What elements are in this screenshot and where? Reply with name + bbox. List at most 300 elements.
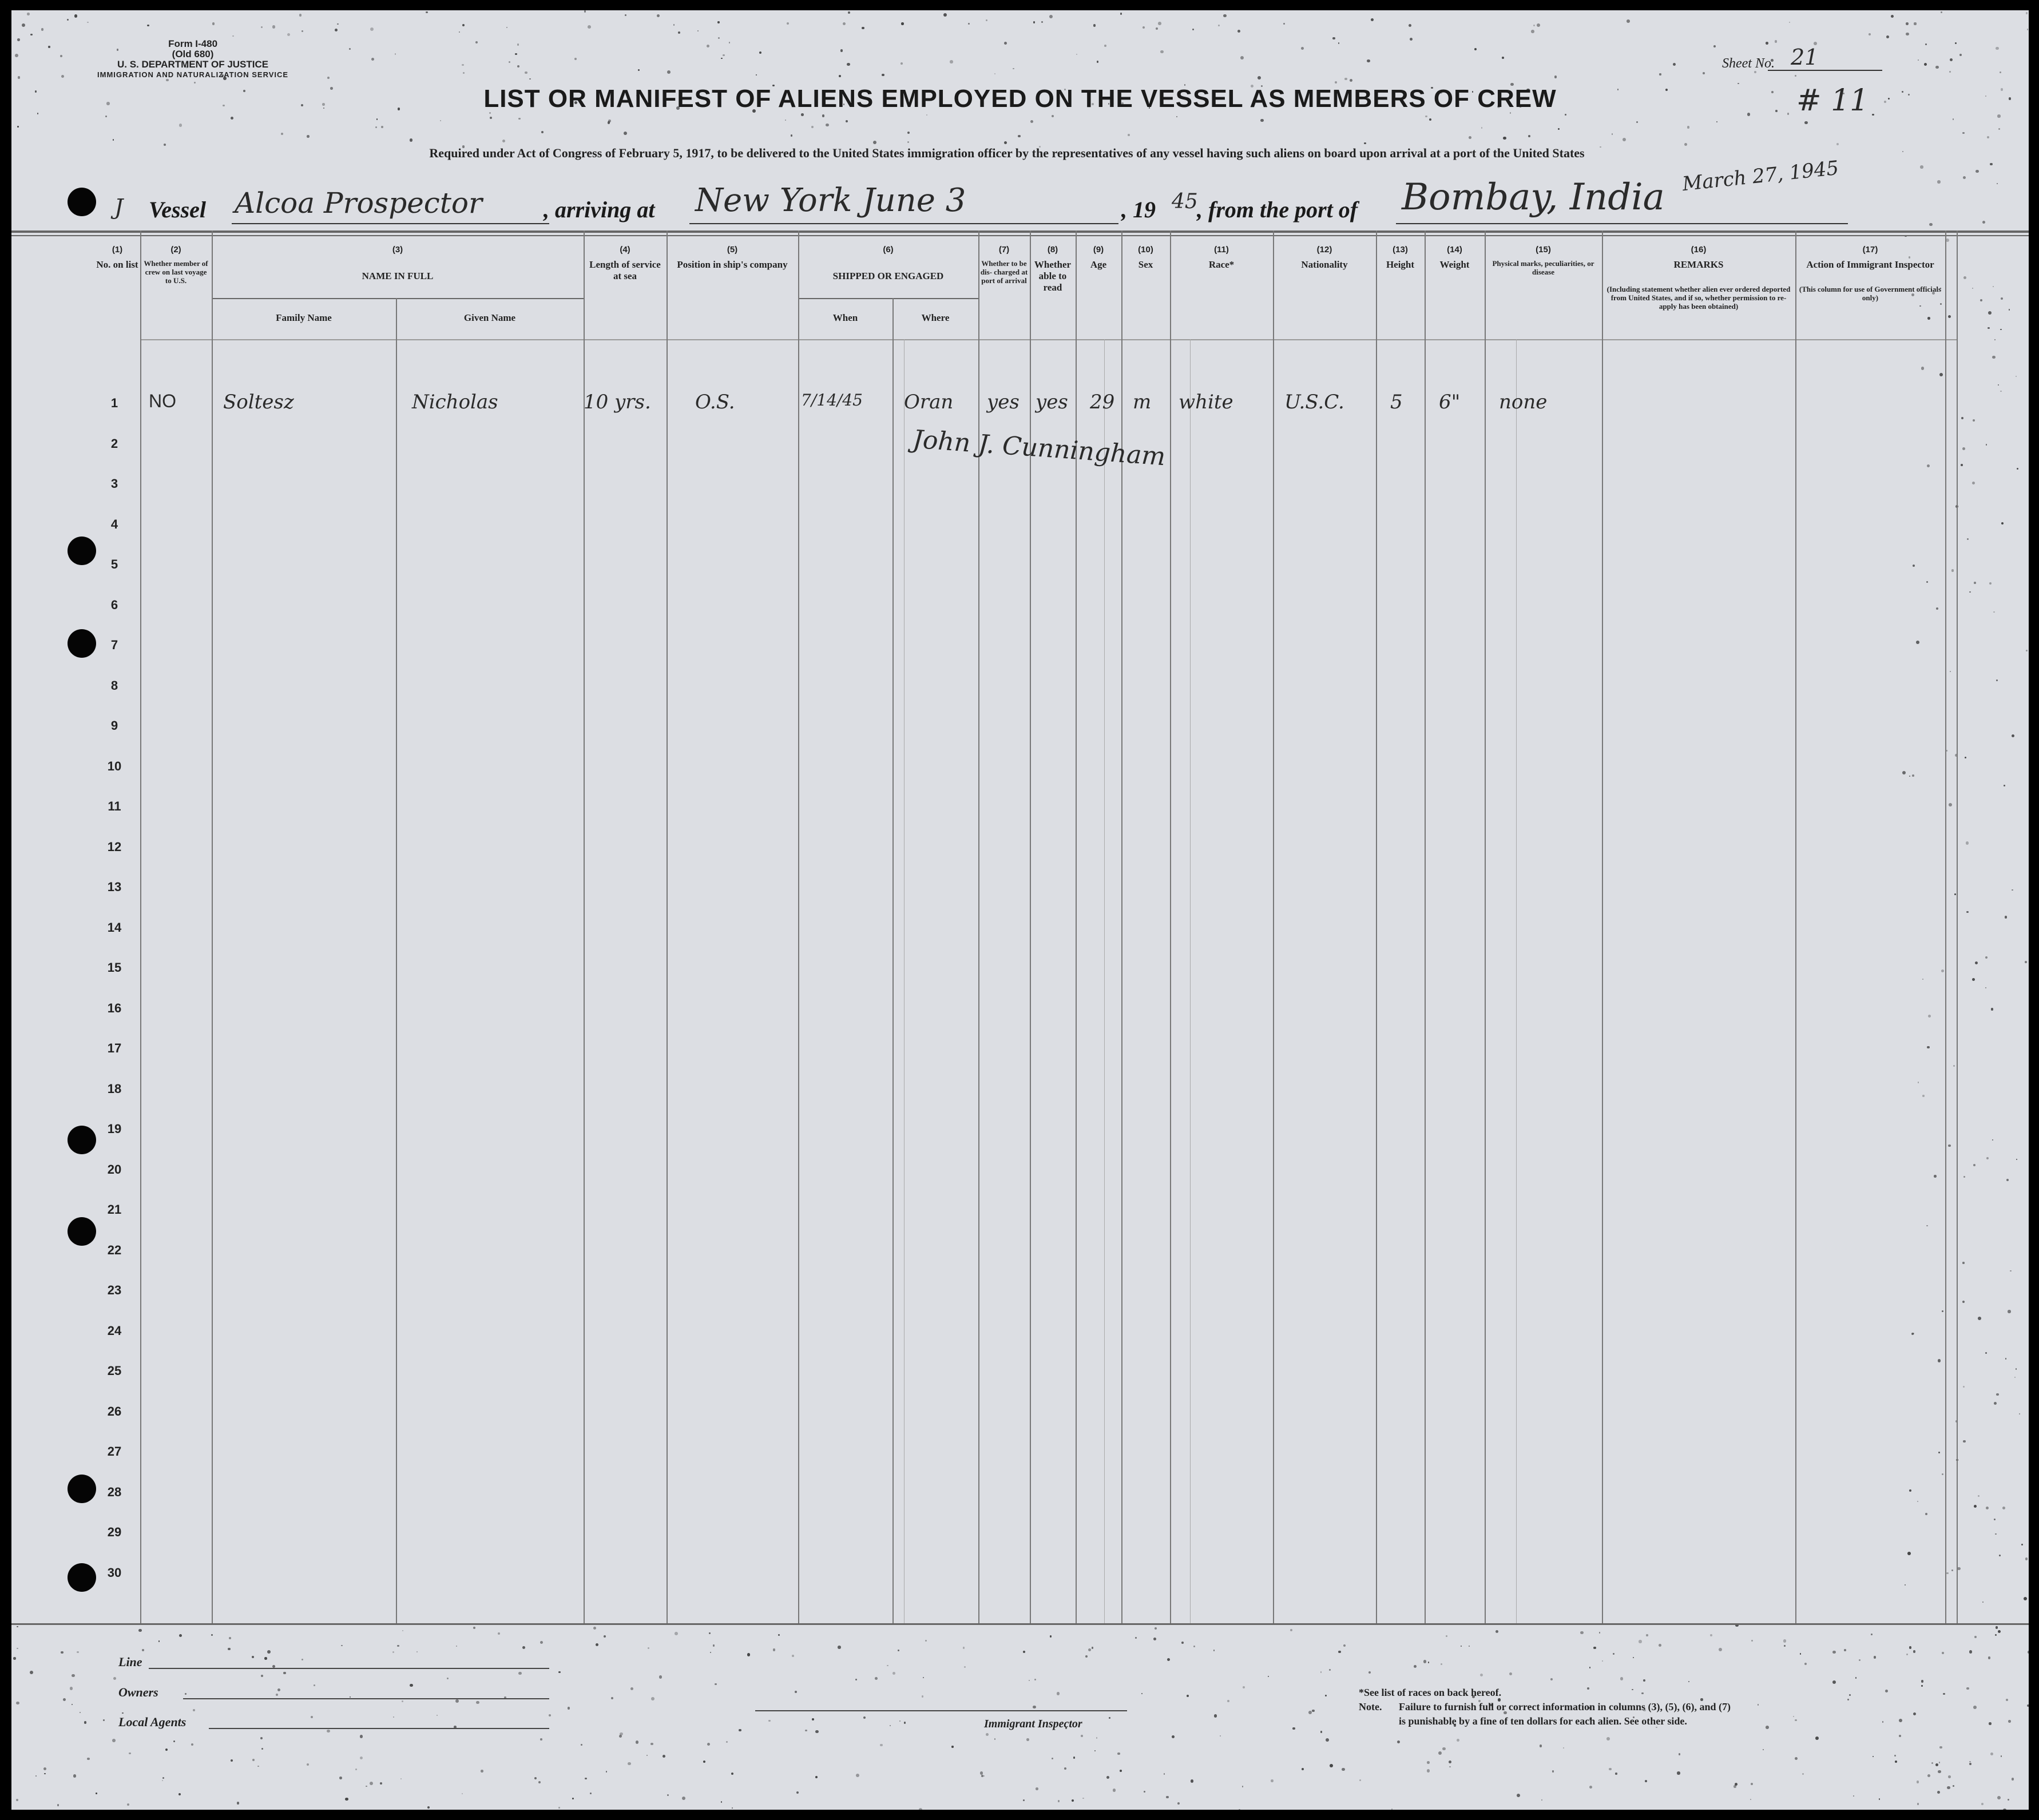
speckle	[1330, 1764, 1333, 1767]
speckle	[1995, 1634, 1997, 1636]
sheet-number-line	[1768, 70, 1882, 71]
speckle	[191, 1743, 193, 1746]
speckle	[1461, 1646, 1462, 1647]
speckle	[1948, 315, 1951, 318]
column-number: (11)	[1214, 245, 1229, 255]
speckle	[1164, 1773, 1165, 1775]
column-number: (4)	[620, 245, 630, 255]
speckle	[729, 42, 730, 43]
speckle	[726, 1741, 728, 1743]
speckle	[1737, 83, 1739, 85]
speckle	[311, 1716, 313, 1718]
speckle	[1191, 1779, 1193, 1782]
speckle	[17, 126, 19, 128]
speckle	[16, 1702, 19, 1705]
speckle	[923, 1677, 924, 1678]
row-number: 29	[107, 1525, 122, 1539]
speckle	[1927, 317, 1930, 320]
speckle	[2001, 1755, 2002, 1757]
speckle	[1939, 1746, 1942, 1749]
speckle	[1329, 1669, 1331, 1671]
footer-agents-field	[209, 1728, 549, 1729]
speckle	[1963, 1386, 1965, 1388]
speckle	[35, 1775, 37, 1777]
speckle	[983, 1775, 985, 1777]
speckle	[371, 58, 374, 61]
speckle	[1988, 327, 1989, 329]
speckle	[1916, 641, 1919, 644]
speckle	[1013, 68, 1014, 69]
row-cell-able-to-read: yes	[1036, 391, 1068, 414]
speckle	[276, 1694, 278, 1696]
table-top-border	[11, 231, 2029, 233]
speckle	[1758, 1704, 1759, 1706]
row-number: 20	[107, 1162, 122, 1177]
speckle	[1973, 1164, 1975, 1166]
column-subdivider	[1104, 339, 1105, 1623]
speckle	[1537, 23, 1540, 27]
arriving-line	[689, 223, 1118, 224]
speckle	[919, 1808, 922, 1810]
speckle	[1085, 1655, 1088, 1658]
speckle	[1986, 1157, 1989, 1159]
speckle	[1531, 30, 1534, 33]
speckle	[73, 1774, 77, 1778]
speckle	[1902, 151, 1903, 152]
speckle	[1783, 1639, 1786, 1642]
footer-owners-label: Owners	[118, 1685, 158, 1699]
speckle	[74, 14, 77, 17]
row-number: 30	[107, 1565, 122, 1580]
speckle	[667, 1794, 669, 1796]
speckle	[1627, 19, 1630, 23]
speckle	[2026, 650, 2028, 651]
speckle	[2025, 1557, 2028, 1560]
row-number: 28	[107, 1484, 122, 1499]
column-header: NAME IN FULL	[362, 271, 434, 281]
column-number: (16)	[1691, 245, 1707, 255]
speckle	[1795, 1719, 1797, 1722]
speckle	[846, 120, 848, 122]
speckle	[968, 23, 970, 25]
speckle	[596, 1643, 598, 1646]
speckle	[1528, 135, 1530, 137]
column-subheader: When	[832, 312, 858, 323]
speckle	[366, 1786, 367, 1787]
speckle	[44, 1773, 46, 1775]
speckle	[1589, 1786, 1592, 1789]
speckle	[951, 1746, 953, 1747]
column-subheader: Family Name	[276, 312, 332, 323]
speckle	[1326, 1738, 1329, 1742]
speckle	[463, 72, 465, 74]
speckle	[1502, 57, 1504, 59]
speckle	[113, 1677, 116, 1680]
speckle	[1962, 1301, 1965, 1303]
speckle	[2012, 889, 2013, 891]
column-number: (1)	[112, 245, 123, 255]
speckle	[426, 11, 427, 13]
speckle	[538, 1781, 541, 1783]
speckle	[1004, 42, 1007, 45]
speckle	[1953, 1785, 1954, 1786]
speckle	[1804, 121, 1807, 124]
speckle	[540, 1641, 543, 1644]
speckle	[593, 1627, 596, 1630]
speckle	[1633, 1657, 1634, 1658]
speckle	[261, 1675, 263, 1677]
speckle	[232, 35, 233, 37]
speckle	[1177, 1802, 1180, 1805]
punch-hole	[68, 1475, 96, 1503]
speckle	[1766, 42, 1768, 45]
punch-hole	[68, 1126, 96, 1154]
speckle	[1117, 1753, 1120, 1755]
form-identification	[97, 39, 288, 80]
speckle	[1978, 1495, 1980, 1497]
speckle	[1449, 1766, 1450, 1767]
column-header: Nationality	[1301, 259, 1348, 270]
speckle	[1935, 1763, 1938, 1766]
speckle	[15, 54, 18, 57]
speckle	[105, 116, 107, 117]
speckle	[1939, 373, 1943, 376]
speckle	[327, 1730, 330, 1733]
speckle	[1994, 1402, 1997, 1405]
speckle	[506, 27, 507, 28]
row-number: 7	[110, 638, 118, 652]
speckle	[1414, 1665, 1417, 1668]
speckle	[558, 1807, 560, 1809]
speckle	[1076, 54, 1078, 55]
speckle	[1988, 1656, 1990, 1659]
footer-owners-field	[183, 1698, 549, 1699]
speckle	[231, 117, 233, 120]
inspector-signature-line	[755, 1710, 1127, 1711]
note-label: Note.	[1359, 1701, 1382, 1712]
speckle	[1895, 1761, 1897, 1763]
speckle	[1963, 276, 1966, 279]
speckle	[1784, 1645, 1786, 1647]
speckle	[525, 71, 527, 74]
speckle	[1906, 33, 1909, 35]
column-header: Sex	[1138, 259, 1153, 270]
row-cell-shipped-where: Oran	[904, 391, 954, 414]
speckle	[1643, 1679, 1645, 1682]
speckle	[1948, 1775, 1951, 1778]
column-divider	[1602, 231, 1603, 1623]
speckle	[1961, 464, 1963, 466]
document-title: LIST OR MANIFEST OF ALIENS EMPLOYED ON THE VESSEL AS MEMBERS OF CREW	[483, 85, 1557, 113]
signature-overlay: John J. Cunningham	[911, 424, 1167, 472]
speckle	[1800, 1653, 1802, 1655]
speckle	[1187, 1695, 1189, 1697]
column-number: (12)	[1316, 245, 1332, 255]
speckle	[1391, 1809, 1393, 1810]
punch-hole	[68, 1563, 96, 1592]
column-divider	[1485, 231, 1486, 1623]
speckle	[2021, 1544, 2023, 1545]
row-number: 5	[110, 557, 118, 571]
speckle	[1446, 1635, 1447, 1637]
speckle	[1612, 133, 1613, 135]
speckle	[1094, 1750, 1096, 1751]
speckle	[2014, 1377, 2016, 1378]
speckle	[1966, 1687, 1969, 1690]
speckle	[1302, 1768, 1304, 1770]
speckle	[1153, 1638, 1156, 1640]
speckle	[147, 25, 149, 27]
note-text-2: is punishable by a fine of ten dollars for each alien. See other side.	[1399, 1715, 1687, 1727]
speckle	[792, 1655, 794, 1657]
speckle	[307, 1763, 309, 1766]
speckle	[1428, 1662, 1430, 1663]
speckle	[926, 114, 927, 116]
speckle	[2019, 1413, 2020, 1414]
speckle	[57, 1804, 59, 1806]
speckle	[887, 1665, 888, 1667]
speckle	[1996, 47, 1999, 50]
row-cell-weight: 6"	[1439, 391, 1461, 414]
column-header: Whether to be dis- charged at port of arrival	[980, 259, 1028, 285]
arriving-label: , arriving at	[544, 197, 655, 222]
speckle	[380, 1782, 382, 1785]
speckle	[1938, 1770, 1941, 1773]
speckle	[880, 1744, 882, 1746]
row-cell-discharged-at-arrival: yes	[987, 391, 1020, 414]
speckle	[1917, 1781, 1919, 1783]
speckle	[1613, 1653, 1614, 1655]
speckle	[768, 1720, 770, 1722]
speckle	[1961, 417, 1963, 419]
speckle	[395, 53, 396, 54]
row-number: 16	[107, 1000, 122, 1015]
row-number: 18	[107, 1081, 122, 1096]
vessel-name-line	[232, 223, 549, 224]
speckle	[1193, 1646, 1196, 1648]
speckle	[129, 1753, 130, 1754]
speckle	[1438, 1751, 1442, 1755]
speckle	[1993, 286, 1994, 288]
speckle	[1917, 1803, 1919, 1805]
column-number: (10)	[1138, 245, 1153, 255]
speckle	[1092, 1647, 1094, 1649]
row-cell-age: 29	[1090, 391, 1115, 414]
speckle	[490, 117, 493, 120]
column-divider	[1425, 231, 1426, 1623]
speckle	[1552, 1770, 1554, 1772]
speckle	[1795, 75, 1796, 77]
speckle	[1469, 136, 1471, 139]
speckle	[1257, 76, 1261, 80]
row-cell-given-name: Nicholas	[412, 391, 498, 414]
row-number: 1	[110, 396, 118, 410]
speckle	[796, 1791, 799, 1794]
speckle	[1966, 911, 1968, 913]
speckle	[1929, 223, 1932, 226]
speckle	[1913, 1333, 1914, 1334]
speckle	[1990, 1753, 1993, 1755]
speckle	[1832, 1651, 1835, 1654]
speckle	[1948, 1145, 1950, 1147]
footer-line-field	[149, 1668, 549, 1669]
speckle	[1029, 1680, 1030, 1681]
column-divider	[212, 231, 213, 1623]
speckle	[1997, 114, 2000, 117]
speckle	[1503, 137, 1506, 140]
speckle	[1972, 288, 1973, 289]
speckle	[1804, 1663, 1807, 1665]
speckle	[2001, 522, 2004, 524]
speckle	[252, 1759, 255, 1761]
speckle	[1602, 1660, 1603, 1662]
speckle	[581, 1744, 582, 1746]
row-number: 12	[107, 839, 122, 854]
sheet-number-label: Sheet No.	[1722, 56, 1775, 71]
speckle	[376, 118, 378, 120]
speckle	[80, 1712, 81, 1714]
speckle	[1953, 1065, 1955, 1067]
speckle	[1969, 1763, 1971, 1765]
speckle	[1167, 1658, 1170, 1661]
speckle	[1088, 1648, 1091, 1651]
speckle	[1213, 1650, 1215, 1651]
column-subdivider	[1516, 339, 1517, 1623]
speckle	[2000, 71, 2001, 73]
speckle	[875, 1677, 878, 1680]
speckle	[1620, 1677, 1624, 1680]
speckle	[2027, 1704, 2029, 1707]
column-divider	[1957, 231, 1958, 1623]
speckle	[785, 120, 787, 121]
column-number: (8)	[1047, 245, 1058, 255]
punch-hole	[68, 629, 96, 658]
speckle	[515, 53, 517, 55]
column-number: (15)	[1536, 245, 1551, 255]
speckle	[1589, 1667, 1591, 1668]
speckle	[1141, 1693, 1143, 1694]
speckle	[1673, 63, 1676, 66]
speckle	[1427, 1761, 1430, 1764]
speckle	[1940, 303, 1942, 305]
speckle	[1928, 1015, 1931, 1018]
speckle	[907, 132, 910, 134]
speckle	[675, 1632, 678, 1635]
speckle	[1750, 1799, 1751, 1800]
speckle	[1688, 1681, 1689, 1682]
speckle	[1894, 1755, 1896, 1757]
speckle	[1332, 37, 1335, 40]
speckle	[1981, 1803, 1984, 1805]
speckle	[416, 1651, 418, 1652]
speckle	[1931, 1762, 1933, 1764]
speckle	[1058, 1800, 1060, 1802]
speckle	[721, 58, 722, 59]
speckle	[1565, 114, 1566, 116]
speckle	[72, 1704, 73, 1705]
speckle	[1972, 978, 1975, 981]
speckle	[1240, 56, 1244, 59]
speckle	[1912, 774, 1914, 777]
column-header: Height	[1386, 259, 1415, 270]
speckle	[1325, 1695, 1327, 1696]
column-divider	[1795, 231, 1796, 1623]
speckle	[1057, 1692, 1060, 1695]
speckle	[410, 138, 413, 142]
row-number: 19	[107, 1122, 122, 1136]
speckle	[440, 120, 441, 121]
speckle	[1026, 1738, 1029, 1741]
speckle	[2012, 734, 2014, 737]
speckle	[1710, 1634, 1712, 1636]
vessel-name: Alcoa Prospector	[235, 186, 482, 220]
races-note: *See list of races on back hereof.	[1359, 1687, 1502, 1698]
speckle	[1963, 1176, 1965, 1178]
speckle	[986, 19, 987, 21]
speckle	[1227, 1700, 1229, 1702]
speckle	[1907, 1552, 1911, 1555]
speckle	[1982, 1602, 1984, 1603]
row-number: 26	[107, 1404, 122, 1418]
speckle	[1268, 1676, 1269, 1677]
speckle	[994, 1738, 995, 1739]
speckle	[1292, 1727, 1295, 1730]
speckle	[1050, 1635, 1052, 1637]
speckle	[840, 49, 843, 51]
speckle	[87, 1758, 90, 1761]
speckle	[1052, 115, 1054, 117]
speckle	[60, 55, 62, 57]
speckle	[1939, 1762, 1940, 1763]
speckle	[212, 22, 215, 25]
punch-hole	[68, 1217, 96, 1246]
speckle	[731, 1773, 733, 1775]
speckle	[925, 1640, 927, 1642]
speckle	[1906, 1654, 1908, 1655]
speckle	[264, 1657, 267, 1659]
speckle	[1540, 1745, 1542, 1747]
speckle	[1716, 121, 1717, 122]
speckle	[1909, 1489, 1911, 1492]
column-header: Weight	[1439, 259, 1470, 270]
speckle	[1423, 1660, 1427, 1663]
speckle	[393, 1716, 394, 1718]
speckle	[341, 1645, 343, 1647]
row-number: 27	[107, 1444, 122, 1459]
speckle	[193, 1709, 196, 1712]
note-text-1: Failure to furnish full or correct information in columns (3), (5), (6), and (7)	[1399, 1701, 1731, 1712]
speckle	[1965, 757, 1966, 758]
speckle	[360, 1735, 363, 1738]
speckle	[1429, 118, 1431, 121]
speckle	[811, 126, 814, 129]
speckle	[759, 51, 762, 54]
speckle	[1920, 165, 1923, 169]
speckle	[16, 1799, 18, 1801]
speckle	[1987, 136, 1989, 138]
speckle	[1917, 1501, 1918, 1502]
speckle	[862, 27, 864, 29]
vessel-label: Vessel	[149, 197, 206, 222]
speckle	[791, 134, 792, 136]
footer-agents-label: Local Agents	[118, 1715, 187, 1729]
speckle	[2005, 1358, 2007, 1360]
speckle	[455, 1699, 459, 1703]
speckle	[1921, 1680, 1924, 1683]
speckle	[620, 1732, 623, 1736]
speckle	[1913, 1712, 1916, 1715]
speckle	[1853, 1795, 1854, 1797]
